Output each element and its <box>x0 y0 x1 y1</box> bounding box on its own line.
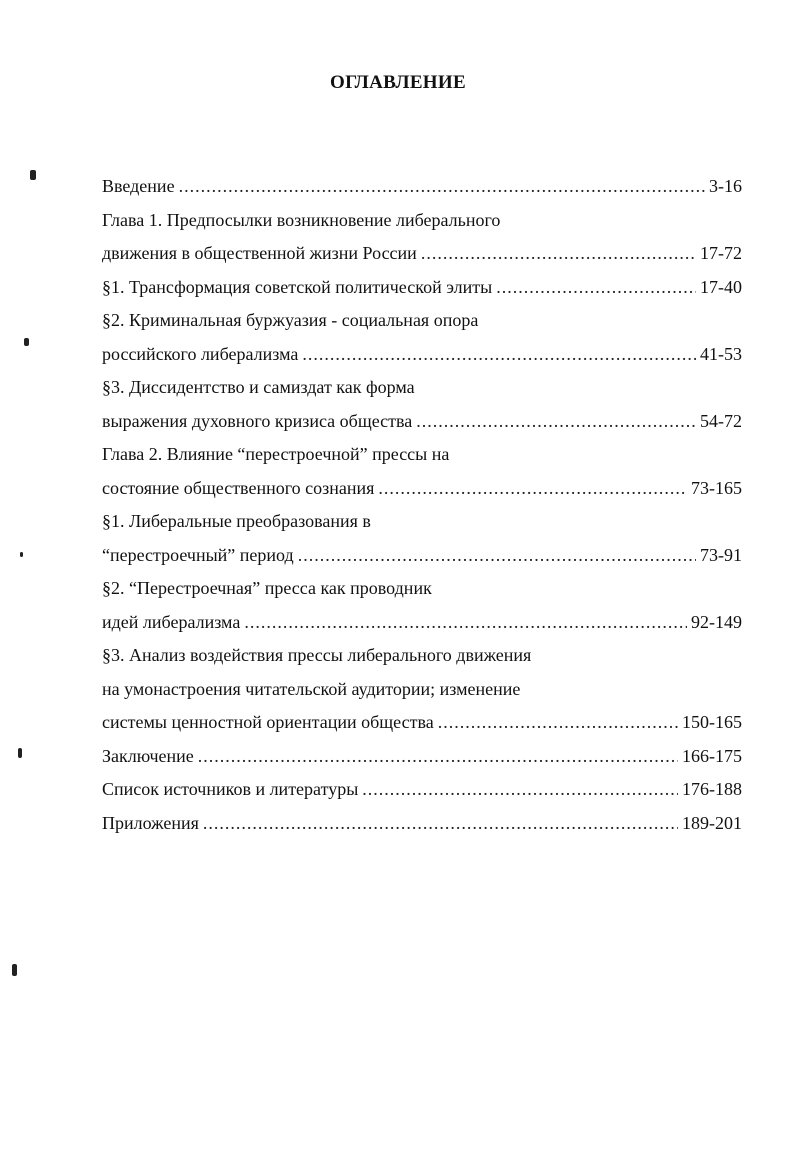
dot-leader <box>244 606 687 640</box>
dot-leader <box>298 539 696 573</box>
scan-mark <box>30 170 36 180</box>
toc-entry-text: §3. Диссидентство и самиздат как форма <box>102 377 415 397</box>
page-title: ОГЛАВЛЕНИЕ <box>330 72 466 93</box>
toc-entry-text: Введение <box>102 176 175 196</box>
toc-entry-text: российского либерализма <box>102 343 299 364</box>
toc-page-number: 73-165 <box>691 477 742 498</box>
dot-leader <box>421 237 696 271</box>
table-of-contents <box>102 170 742 840</box>
toc-page-number: 150-165 <box>682 712 742 732</box>
toc-page-number: 17-40 <box>700 276 742 297</box>
scan-mark <box>18 748 22 758</box>
toc-entry-appendices[interactable] <box>102 807 742 841</box>
toc-entry-text: Глава 1. Предпосылки возникновение либерального <box>102 209 501 230</box>
toc-entry-text: на умонастроения читательской аудитории; изменение <box>102 678 521 699</box>
dot-leader <box>416 405 696 439</box>
toc-entry-text: выражения духовного кризиса общества <box>102 410 413 431</box>
toc-entry-text: системы ценностной ориентации общества <box>102 712 434 732</box>
toc-entry-text: движения в общественной жизни России <box>102 243 417 263</box>
toc-entry-chapter-2-section-3[interactable] <box>102 639 742 740</box>
toc-page-number: 3-16 <box>709 176 742 196</box>
toc-page-number: 176-188 <box>682 779 742 799</box>
dot-leader <box>496 271 696 305</box>
toc-entry-introduction[interactable] <box>102 170 742 204</box>
toc-page-number: 73-91 <box>700 544 742 565</box>
toc-entry-chapter-1-section-3[interactable] <box>102 371 742 438</box>
toc-entry-text: Глава 2. Влияние “перестроечной” прессы на <box>102 444 450 464</box>
toc-entry-chapter-2[interactable] <box>102 438 742 505</box>
dot-leader <box>438 706 678 740</box>
toc-page-number: 54-72 <box>700 410 742 431</box>
toc-entry-chapter-1[interactable] <box>102 204 742 271</box>
toc-entry-text: §3. Анализ воздействия прессы либерального движения <box>102 645 532 665</box>
dot-leader <box>362 773 678 807</box>
toc-entry-text: Приложения <box>102 812 199 833</box>
toc-entry-text: “перестроечный” период <box>102 544 294 565</box>
toc-page-number: 189-201 <box>682 812 742 833</box>
toc-entry-text: §2. “Перестроечная” пресса как проводник <box>102 578 432 598</box>
toc-entry-conclusion[interactable] <box>102 740 742 774</box>
toc-entry-text: §2. Криминальная буржуазия - социальная опора <box>102 310 479 330</box>
scan-mark <box>24 338 29 346</box>
toc-entry-text: §1. Либеральные преобразования в <box>102 511 371 531</box>
toc-entry-sources[interactable] <box>102 773 742 807</box>
toc-entry-chapter-1-section-1[interactable] <box>102 271 742 305</box>
dot-leader <box>198 740 678 774</box>
toc-entry-text: Список источников и литературы <box>102 779 359 799</box>
dot-leader <box>203 807 678 841</box>
toc-entry-text: состояние общественного сознания <box>102 477 375 498</box>
dot-leader <box>378 472 687 506</box>
toc-entry-text: §1. Трансформация советской политической элиты <box>102 276 493 297</box>
toc-page-number: 41-53 <box>700 343 742 364</box>
toc-entry-chapter-1-section-2[interactable] <box>102 304 742 371</box>
toc-entry-chapter-2-section-1[interactable] <box>102 505 742 572</box>
toc-page-number: 92-149 <box>691 611 742 632</box>
scan-mark <box>20 552 23 557</box>
toc-entry-chapter-2-section-2[interactable] <box>102 572 742 639</box>
toc-entry-text: идей либерализма <box>102 611 241 632</box>
toc-entry-text: Заключение <box>102 745 194 766</box>
dot-leader <box>302 338 696 372</box>
toc-page-number: 166-175 <box>682 745 742 766</box>
dot-leader <box>179 170 705 204</box>
scan-mark <box>12 964 17 976</box>
toc-page-number: 17-72 <box>700 243 742 263</box>
